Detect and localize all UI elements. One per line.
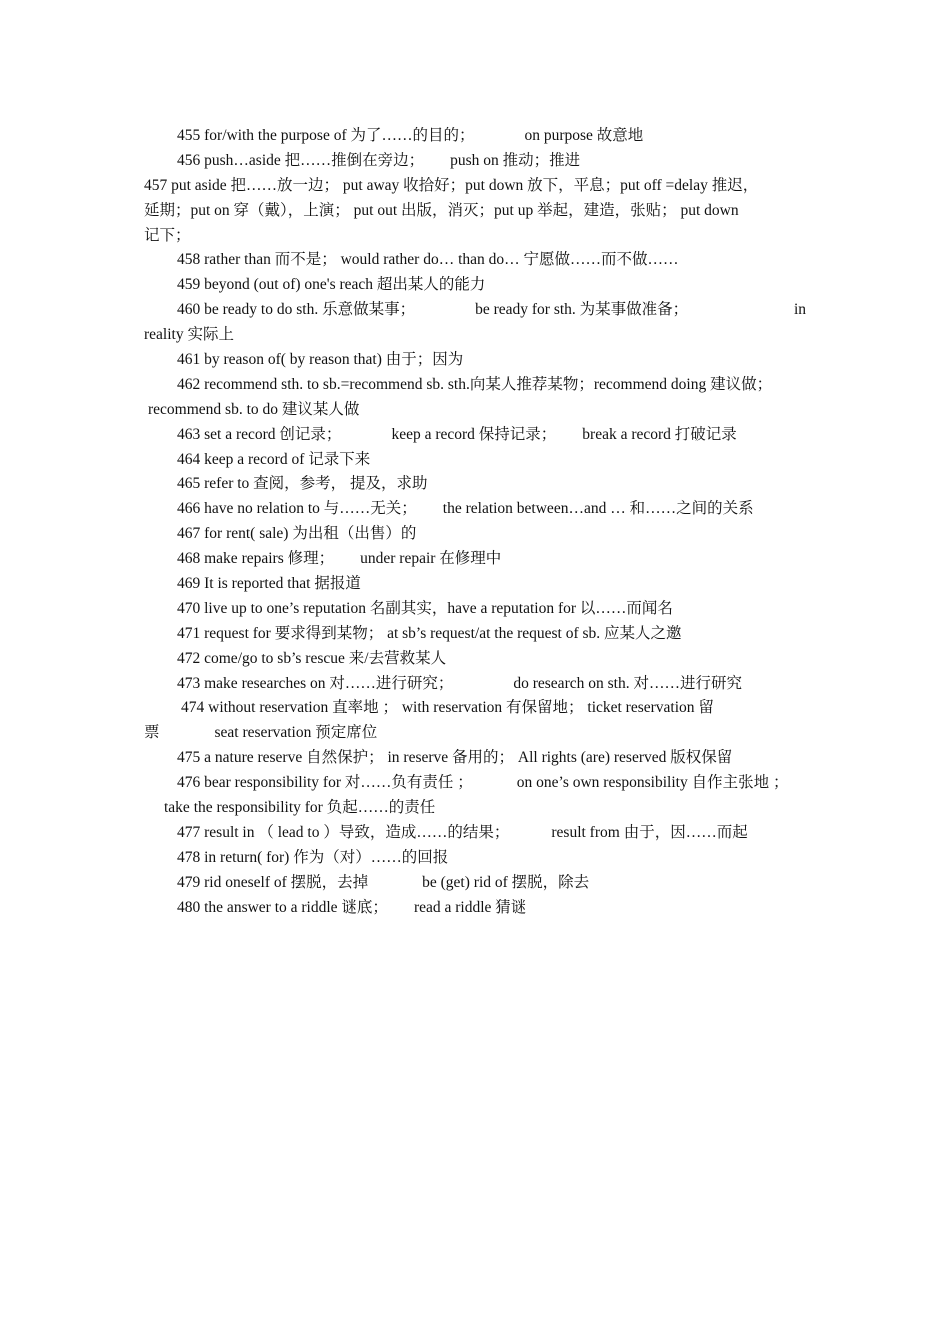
entry-text: 465 refer to 查阅，参考， 提及，求助	[177, 475, 428, 493]
vocabulary-list	[144, 124, 816, 921]
entry-text: break a record 打破记录	[582, 425, 737, 443]
entry-text: 478 in return( for) 作为（对）……的回报	[177, 848, 449, 866]
entry-text: on purpose 故意地	[524, 127, 644, 144]
entry-460	[144, 298, 816, 323]
entry-text: 460 be ready to do sth. 乐意做某事；	[177, 301, 416, 319]
entry-457	[144, 174, 816, 199]
entry-475	[144, 746, 816, 771]
entry-text: 456 push…aside 把……推倒在旁边；	[177, 151, 425, 169]
entry-466	[144, 497, 816, 522]
entry-460-cont	[144, 323, 816, 348]
entry-463	[144, 423, 816, 448]
entry-text: 472 come/go to sb’s rescue 来/去营救某人	[177, 649, 447, 667]
entry-text: 479 rid oneself of 摆脱，去掉	[177, 873, 369, 891]
entry-text: 471 request for 要求得到某物； at sb’s request/at the request of sb. 应某人之邀	[177, 624, 682, 642]
entry-text: be (get) rid of 摆脱，除去	[422, 873, 590, 891]
entry-476	[144, 771, 816, 796]
entry-text: 464 keep a record of 记录下来	[177, 450, 371, 468]
entry-text: 468 make repairs 修理；	[177, 550, 335, 568]
entry-text: 463 set a record 创记录；	[177, 425, 342, 443]
entry-text: 票	[144, 724, 160, 742]
entry-477	[144, 821, 816, 846]
entry-459	[144, 273, 816, 298]
entry-text: 462 recommend sth. to sb.=recommend sb. sth.向某人推荐某物；recommend doing 建议做；	[177, 375, 773, 393]
entry-457-cont	[144, 199, 816, 224]
entry-474-cont	[144, 721, 816, 746]
entry-462	[144, 373, 816, 398]
entry-text: 455 for/with the purpose of 为了……的目的；	[177, 127, 475, 144]
entry-text: on one’s own responsibility 自作主张地 ；	[516, 774, 789, 792]
entry-text: 记下；	[144, 226, 191, 244]
entry-text: 476 bear responsibility for 对……负有责任 ；	[177, 774, 473, 792]
entry-text: 458 rather than 而不是； would rather do… than do… 宁愿做……而不做……	[177, 251, 679, 269]
entry-470	[144, 597, 816, 622]
entry-text: seat reservation 预定席位	[214, 724, 378, 742]
entry-472	[144, 647, 816, 672]
entry-text: 延期；put on 穿（戴），上演； put out 出版，消灭；put up 举起，建造，张贴； put down	[144, 201, 739, 219]
entry-text: 467 for rent( sale) 为出租（出售）的	[177, 525, 417, 543]
entry-text: 473 make researches on 对……进行研究；	[177, 674, 454, 692]
entry-text: result from 由于，因……而起	[551, 823, 748, 841]
entry-457-cont	[144, 224, 816, 249]
entry-468	[144, 547, 816, 572]
entry-476-cont	[144, 796, 816, 821]
entry-text: do research on sth. 对……进行研究	[513, 674, 742, 692]
entry-480	[144, 896, 816, 921]
entry-478	[144, 846, 816, 871]
entry-455	[144, 124, 816, 149]
entry-471	[144, 622, 816, 647]
entry-text: the relation between…and … 和……之间的关系	[442, 500, 754, 518]
entry-464	[144, 448, 816, 473]
entry-462-cont	[144, 398, 816, 423]
entry-474	[144, 696, 816, 721]
entry-465	[144, 472, 816, 497]
entry-text: 475 a nature reserve 自然保护； in reserve 备用的； All rights (are) reserved 版权保留	[177, 749, 733, 767]
entry-text: under repair 在修理中	[360, 550, 502, 568]
entry-text: 480 the answer to a riddle 谜底；	[177, 898, 388, 916]
entry-458	[144, 248, 816, 273]
entry-text: take the responsibility for 负起……的责任	[164, 799, 436, 817]
entry-text: push on 推动；推进	[450, 151, 581, 169]
entry-text: 466 have no relation to 与……无关；	[177, 500, 417, 518]
entry-text: 470 live up to one’s reputation 名副其实，have a reputation for 以……而闻名	[177, 599, 673, 617]
entry-text: reality 实际上	[144, 326, 234, 344]
entry-text: in	[793, 301, 806, 319]
entry-text: keep a record 保持记录；	[391, 425, 557, 443]
entry-479	[144, 871, 816, 896]
entry-469	[144, 572, 816, 597]
entry-text: 459 beyond (out of) one's reach 超出某人的能力	[177, 276, 486, 294]
entry-text: recommend sb. to do 建议某人做	[148, 400, 360, 418]
entry-text: be ready for sth. 为某事做准备；	[475, 301, 689, 319]
entry-text: 457 put aside 把……放一边； put away 收拾好；put down 放下，平息；put off =delay 推迟，	[144, 176, 759, 194]
entry-456	[144, 149, 816, 174]
entry-467	[144, 522, 816, 547]
entry-473	[144, 672, 816, 697]
entry-text: 469 It is reported that 据报道	[177, 575, 361, 593]
entry-461	[144, 348, 816, 373]
entry-text: 477 result in （ lead to ）导致，造成……的结果；	[177, 823, 510, 841]
entry-text: 474 without reservation 直率地 ； with reservation 有保留地； ticket reservation 留	[181, 699, 714, 717]
entry-text: 461 by reason of( by reason that) 由于；因为	[177, 351, 464, 369]
entry-text: read a riddle 猜谜	[413, 898, 527, 916]
